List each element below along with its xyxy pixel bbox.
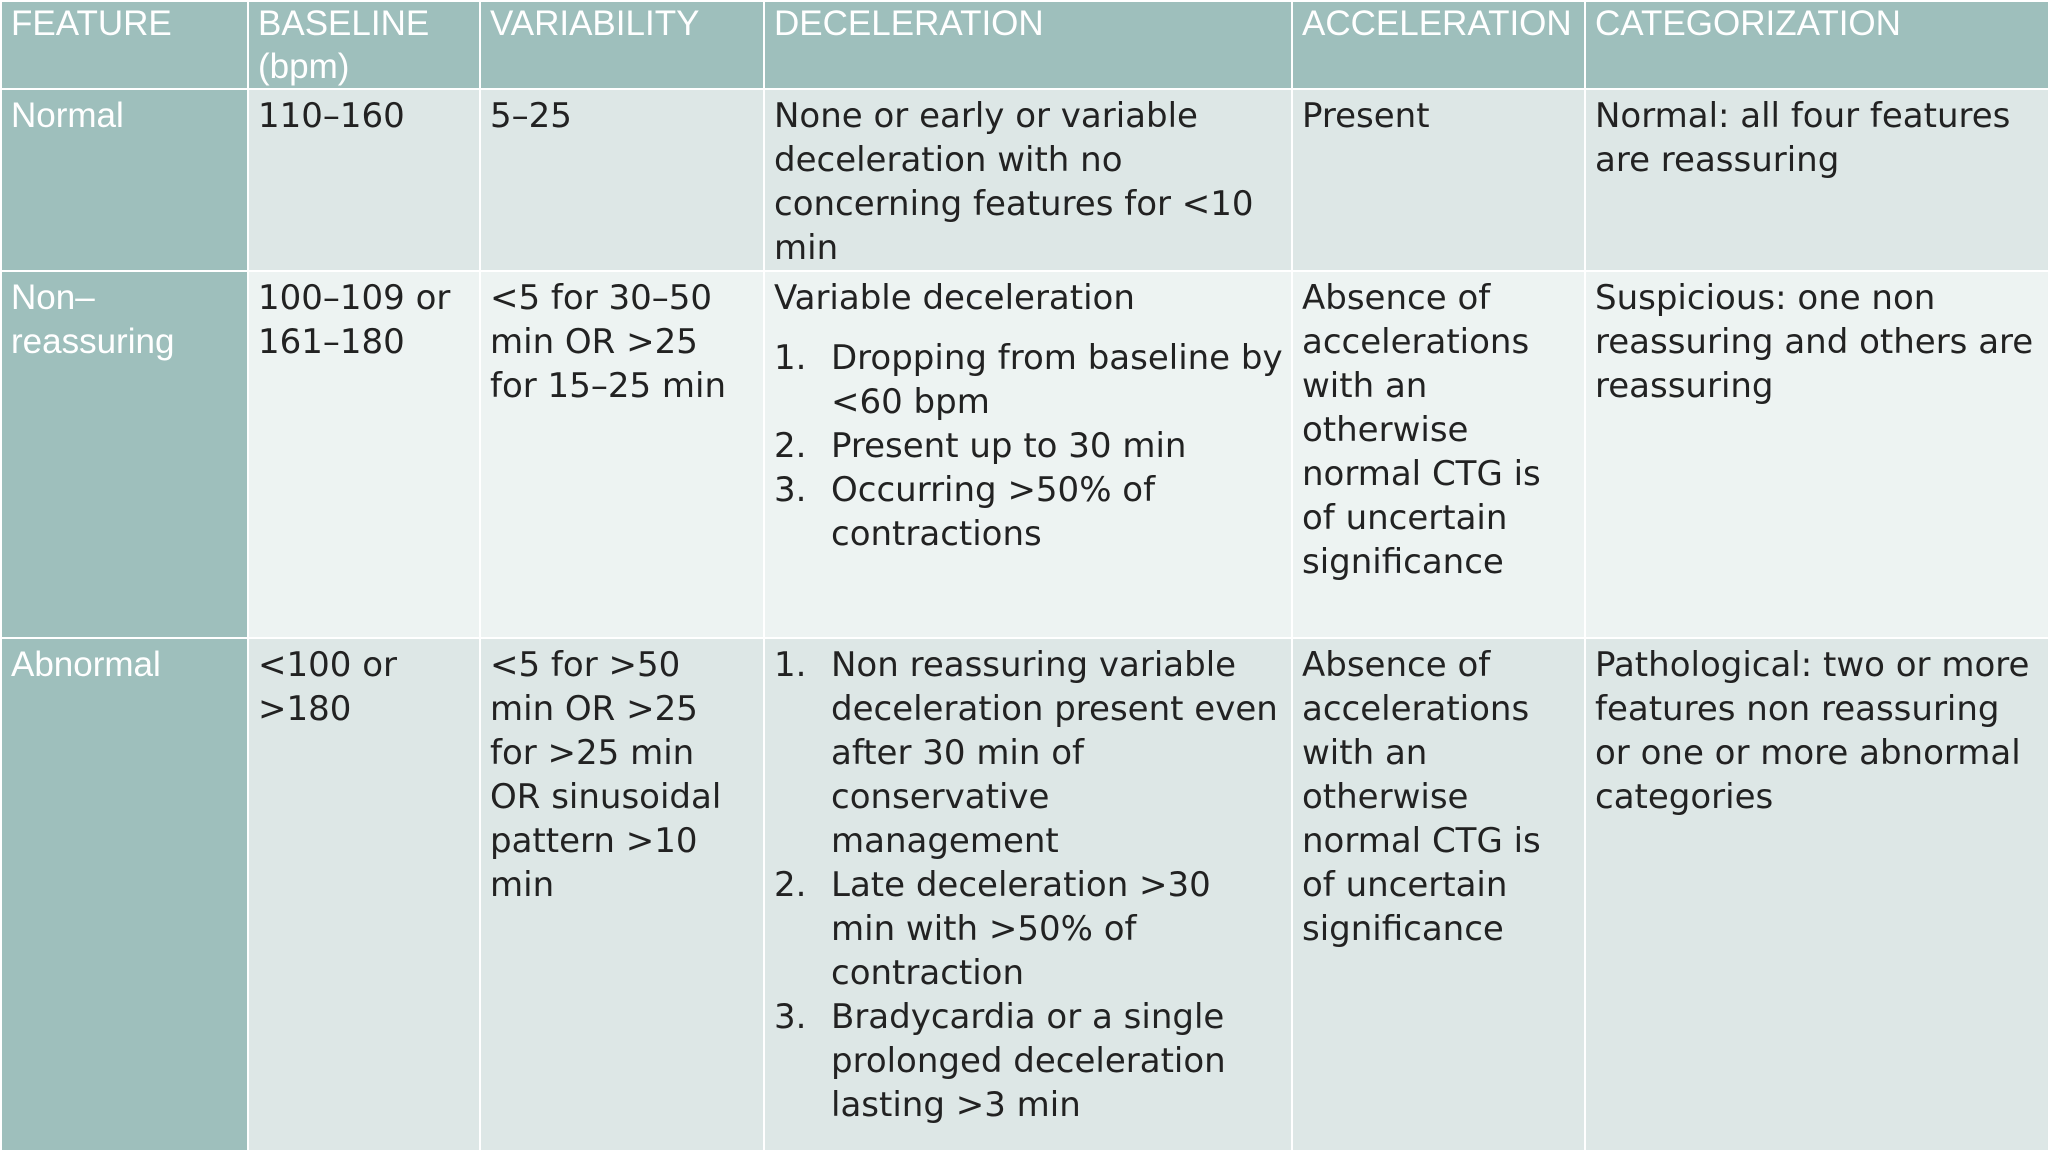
list-item — [774, 863, 1283, 995]
cell-baseline-abnormal: <100 or >180 — [248, 638, 480, 1151]
table-row-abnormal — [1, 638, 2048, 1151]
list-item-number: 3. — [774, 997, 807, 1037]
list-item — [774, 995, 1283, 1127]
row-label-nonreassuring — [1, 271, 248, 638]
header-baseline — [248, 1, 480, 89]
header-feature: FEATURE — [1, 1, 248, 89]
cell-variability-normal: 5–25 — [480, 89, 764, 271]
list-item — [774, 336, 1283, 424]
header-variability: VARIABILITY — [480, 1, 764, 89]
deceleration-list-abnormal — [774, 643, 1283, 1127]
header-row — [1, 1, 2048, 89]
list-item-text: Occurring >50% of contractions — [831, 470, 1156, 554]
cell-categorization-nonreassuring: Suspicious: one non reassuring and others are reassuring — [1585, 271, 2048, 638]
header-baseline-unit: (bpm) — [258, 47, 350, 86]
list-item-text: Dropping from baseline by <60 bpm — [831, 338, 1283, 422]
header-baseline-label: BASELINE — [258, 4, 430, 43]
list-item — [774, 643, 1283, 863]
row-label-nonreassuring-line2: reassuring — [11, 322, 175, 361]
cell-variability-nonreassuring: <5 for 30–50 min OR >25 for 15–25 min — [480, 271, 764, 638]
cell-acceleration-nonreassuring: Absence of accelerations with an otherwise normal CTG is of uncertain significance — [1292, 271, 1585, 638]
cell-baseline-normal: 110–160 — [248, 89, 480, 271]
table-header — [1, 1, 2048, 89]
deceleration-intro: Variable deceleration — [774, 278, 1135, 318]
cell-acceleration-abnormal: Absence of accelerations with an otherwise normal CTG is of uncertain significance — [1292, 638, 1585, 1151]
list-item-text: Late deceleration >30 min with >50% of contraction — [831, 865, 1211, 993]
header-deceleration: DECELERATION — [764, 1, 1292, 89]
list-item-number: 1. — [774, 338, 807, 378]
cell-categorization-normal: Normal: all four features are reassuring — [1585, 89, 2048, 271]
header-acceleration: ACCELERATION — [1292, 1, 1585, 89]
row-label-nonreassuring-line1: Non– — [11, 278, 95, 317]
list-item-number: 2. — [774, 865, 807, 905]
list-item-number: 3. — [774, 470, 807, 510]
list-item-text: Non reassuring variable deceleration present even after 30 min of conservative management — [831, 645, 1278, 861]
list-item-text: Present up to 30 min — [831, 426, 1187, 466]
cell-categorization-abnormal: Pathological: two or more features non reassuring or one or more abnormal categories — [1585, 638, 2048, 1151]
cell-baseline-nonreassuring: 100–109 or 161–180 — [248, 271, 480, 638]
cell-deceleration-nonreassuring — [764, 271, 1292, 638]
list-item-number: 1. — [774, 645, 807, 685]
table-row-nonreassuring — [1, 271, 2048, 638]
table-body — [1, 89, 2048, 1151]
header-categorization: CATEGORIZATION — [1585, 1, 2048, 89]
table-row-normal — [1, 89, 2048, 271]
list-item-number: 2. — [774, 426, 807, 466]
cell-deceleration-abnormal — [764, 638, 1292, 1151]
deceleration-list-nonreassuring — [774, 336, 1283, 556]
cell-variability-abnormal: <5 for >50 min OR >25 for >25 min OR sinusoidal pattern >10 min — [480, 638, 764, 1151]
row-label-abnormal: Abnormal — [1, 638, 248, 1151]
list-item — [774, 468, 1283, 556]
cell-acceleration-normal: Present — [1292, 89, 1585, 271]
cell-deceleration-normal: None or early or variable deceleration with no concerning features for <10 min — [764, 89, 1292, 271]
list-item — [774, 424, 1283, 468]
row-label-normal: Normal — [1, 89, 248, 271]
list-item-text: Bradycardia or a single prolonged deceleration lasting >3 min — [831, 997, 1226, 1125]
